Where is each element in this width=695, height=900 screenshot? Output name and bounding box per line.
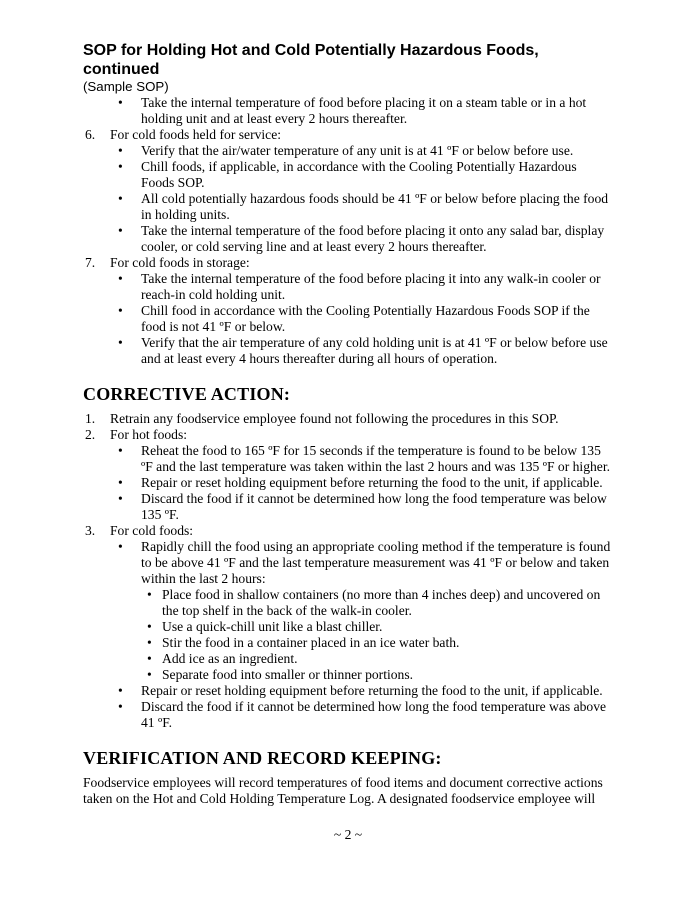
paragraph [83,775,613,807]
bullet-icon: • [118,491,123,506]
block-text: Verify that the air temperature of any cold holding unit is at 41 ºF or below before use and at least every 4 hours thereafter during all hours of operation. [141,335,608,366]
block-text: Retrain any foodservice employee found not following the procedures in this SOP. [110,411,559,426]
block-text: Chill foods, if applicable, in accordance with the Cooling Potentially Hazardous Foods SOP. [141,159,577,190]
bullet-list-item [83,143,613,159]
list-number: 3. [85,523,96,538]
bullet-icon: • [147,667,152,682]
numbered-list-item [83,255,613,271]
block-text: Foodservice employees will record temperatures of food items and document corrective actions taken on the Hot and Cold Holding Temperature Log. A designated foodservice employee will [83,775,603,806]
bullet-list-item [83,95,613,127]
block-text: Chill food in accordance with the Cooling Potentially Hazardous Foods SOP if the food is not 41 ºF or below. [141,303,590,334]
section-heading-text: CORRECTIVE ACTION: [83,384,291,404]
bullet-list-item [83,699,613,731]
bullet-list-item [83,491,613,523]
bullet-icon: • [147,651,152,666]
bullet-icon: • [118,335,123,350]
bullet-list-item [83,475,613,491]
block-text: For cold foods: [110,523,194,538]
block-text: Add ice as an ingredient. [162,651,298,666]
sub-bullet-list-item [83,651,613,667]
block-text: Rapidly chill the food using an appropriate cooling method if the temperature is found to be above 41 ºF and the last temperature measurement was 41 ºF or below and taken within the last 2 hours: [141,539,611,586]
bullet-icon: • [118,143,123,158]
block-text: For cold foods held for service: [110,127,282,142]
document-body [83,95,613,807]
numbered-list-item [83,523,613,539]
bullet-list-item [83,683,613,699]
bullet-icon: • [147,619,152,634]
bullet-icon: • [118,443,123,458]
bullet-icon: • [118,539,123,554]
bullet-icon: • [118,699,123,714]
block-text: Repair or reset holding equipment before returning the food to the unit, if applicable. [141,683,603,698]
sub-bullet-list-item [83,619,613,635]
section-heading [83,383,613,405]
bullet-list-item [83,539,613,587]
page-title: SOP for Holding Hot and Cold Potentially Hazardous Foods, continued [83,42,539,78]
list-number: 7. [85,255,96,270]
block-text: Stir the food in a container placed in an ice water bath. [162,635,460,650]
block-text: Take the internal temperature of food before placing it on a steam table or in a hot holding unit and at least every 2 hours thereafter. [141,95,587,126]
block-text: All cold potentially hazardous foods should be 41 ºF or below before placing the food in holding units. [141,191,609,222]
block-text: Place food in shallow containers (no more than 4 inches deep) and uncovered on the top shelf in the back of the walk-in cooler. [162,587,601,618]
block-text: Take the internal temperature of the food before placing it onto any salad bar, display cooler, or cold serving line and at least every 2 hours thereafter. [141,223,605,254]
bullet-list-item [83,335,613,367]
section-heading [83,747,613,769]
sub-bullet-list-item [83,587,613,619]
list-number: 1. [85,411,96,426]
bullet-list-item [83,443,613,475]
bullet-icon: • [118,271,123,286]
block-text: Use a quick-chill unit like a blast chiller. [162,619,383,634]
block-text: Take the internal temperature of the food before placing it into any walk-in cooler or reach-in cold holding unit. [141,271,601,302]
page-subtitle: (Sample SOP) [83,79,169,94]
bullet-icon: • [118,683,123,698]
bullet-icon: • [118,303,123,318]
list-number: 6. [85,127,96,142]
sub-bullet-list-item [83,667,613,683]
numbered-list-item [83,427,613,443]
bullet-icon: • [147,635,152,650]
bullet-icon: • [147,587,152,602]
bullet-icon: • [118,475,123,490]
bullet-list-item [83,223,613,255]
numbered-list-item [83,127,613,143]
numbered-list-item [83,411,613,427]
block-text: For cold foods in storage: [110,255,250,270]
block-text: Reheat the food to 165 ºF for 15 seconds if the temperature is found to be below 135 ºF and the last temperature was taken within the last 2 hours and was 135 ºF or higher. [141,443,611,474]
block-text: Discard the food if it cannot be determined how long the food temperature was above 41 ºF. [141,699,607,730]
bullet-list-item [83,191,613,223]
bullet-list-item [83,303,613,335]
bullet-list-item [83,271,613,303]
bullet-icon: • [118,159,123,174]
bullet-list-item [83,159,613,191]
block-text: Verify that the air/water temperature of any unit is at 41 ºF or below before use. [141,143,574,158]
block-text: Discard the food if it cannot be determined how long the food temperature was below 135 ºF. [141,491,607,522]
sub-bullet-list-item [83,635,613,651]
block-text: Repair or reset holding equipment before returning the food to the unit, if applicable. [141,475,603,490]
page-number: ~ 2 ~ [333,827,363,842]
bullet-icon: • [118,95,123,110]
block-text: Separate food into smaller or thinner portions. [162,667,414,682]
block-text: For hot foods: [110,427,188,442]
list-number: 2. [85,427,96,442]
bullet-icon: • [118,191,123,206]
bullet-icon: • [118,223,123,238]
section-heading-text: VERIFICATION AND RECORD KEEPING: [83,748,442,768]
